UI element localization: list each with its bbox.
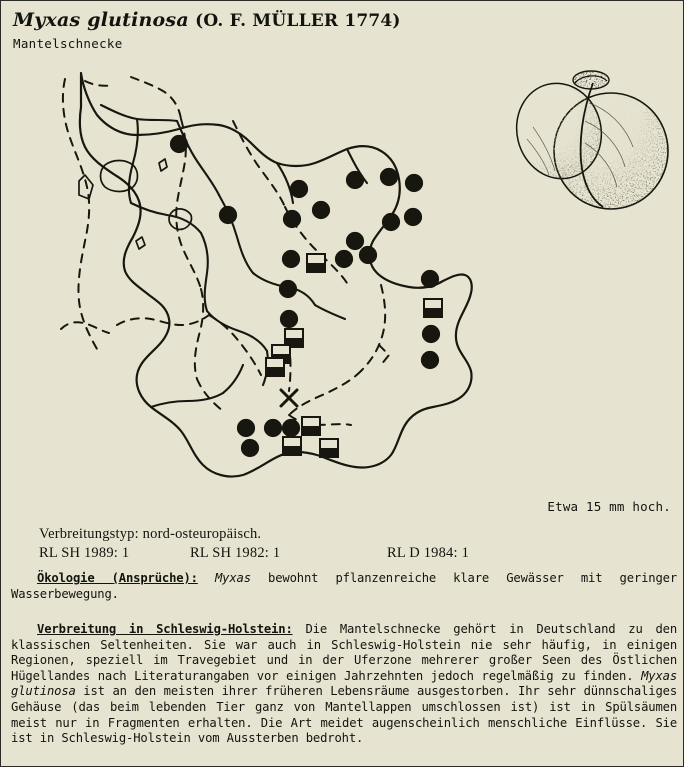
ecology-italic-word: Myxas [214, 571, 251, 585]
rl-d-1984: RL D 1984: 1 [387, 545, 470, 561]
map-symbol-circle [281, 311, 298, 328]
map-symbol-circle [238, 420, 255, 437]
red-list-row [39, 544, 509, 563]
distribution-italic-species: Myxas glutinosa [11, 668, 677, 699]
map-symbol-circle [283, 251, 300, 268]
species-facts [39, 525, 509, 563]
distribution-type: Verbreitungstyp: nord-osteuropäisch. [39, 526, 262, 542]
shell-size-caption: Etwa 15 mm hoch. [547, 499, 671, 514]
map-symbol-circle [423, 326, 440, 343]
map-symbol-circle [283, 420, 300, 437]
map-symbol-circle [360, 247, 377, 264]
map-symbol-circle [383, 214, 400, 231]
map-symbol-circle [422, 352, 439, 369]
map-symbol-x [281, 390, 297, 406]
map-symbol-circle [313, 202, 330, 219]
map-symbol-circle [265, 420, 282, 437]
map-symbol-circle [406, 175, 423, 192]
map-symbol-circle [220, 207, 237, 224]
map-symbol-circle [242, 440, 259, 457]
map-symbol-circle [381, 169, 398, 186]
map-symbol-square [283, 437, 301, 455]
map-symbol-circle [422, 271, 439, 288]
species-heading [13, 9, 483, 31]
distribution-heading: Verbreitung in Schleswig-Holstein: [37, 622, 293, 636]
map-symbol-circle [336, 251, 353, 268]
rl-sh-1982: RL SH 1982: 1 [190, 545, 281, 561]
shell-illustration [493, 59, 679, 219]
page-title [13, 9, 483, 51]
common-name: Mantelschnecke [13, 36, 123, 51]
distribution-paragraph [11, 622, 677, 747]
map-symbol-square [307, 254, 325, 272]
ecology-paragraph [11, 571, 677, 602]
map-symbol-square [302, 417, 320, 435]
ecology-heading: Ökologie (Ansprüche): [37, 571, 198, 585]
map-coastline [79, 73, 472, 477]
distribution-text-2: ist an den meisten ihrer früheren Lebensräume ausgestorben. Ihr sehr dünnschaliges Gehäuse (das beim lebenden Tier ganz von Mantellappen umschlossen ist) ist in Spülsäumen meist nur in Fragmenten erhalten. Die Art meidet augenscheinlich menschliche Einflüsse. Sie ist in Schleswig-Holstein vom Aussterben bedroht. [11, 684, 677, 746]
ecology-text: bewohnt pflanzenreiche klare Gewässer mit geringer Wasserbewegung. [11, 571, 677, 601]
rl-sh-1989: RL SH 1989: 1 [39, 545, 130, 561]
map-symbol-circle [347, 233, 364, 250]
map-symbol-circle [405, 209, 422, 226]
distribution-text-1: Die Mantelschnecke gehört in Deutschland zu den klassischen Seltenheiten. Sie war auch in Schleswig-Holstein nie sehr häufig, in einigen Regionen, speziell im Travegebiet und in der Uferzone mehrerer großer Seen des Östlichen Hügellandes nach Literaturangaben vor einigen Jahrzehnten jedoch regelmäßig zu finden. [11, 622, 677, 683]
map-symbol-circle [347, 172, 364, 189]
map-symbol-square [266, 358, 284, 376]
distribution-map [41, 63, 491, 503]
map-symbol-circle [291, 181, 308, 198]
map-symbol-circle [284, 211, 301, 228]
shell-svg [493, 59, 679, 219]
map-symbol-square [424, 299, 442, 317]
map-symbol-circle [171, 136, 188, 153]
species-authority: (O. F. MÜLLER 1774) [195, 11, 401, 31]
map-symbol-square [320, 439, 338, 457]
species-name: Myxas glutinosa [13, 9, 189, 31]
map-svg [41, 63, 491, 503]
map-symbol-circle [280, 281, 297, 298]
